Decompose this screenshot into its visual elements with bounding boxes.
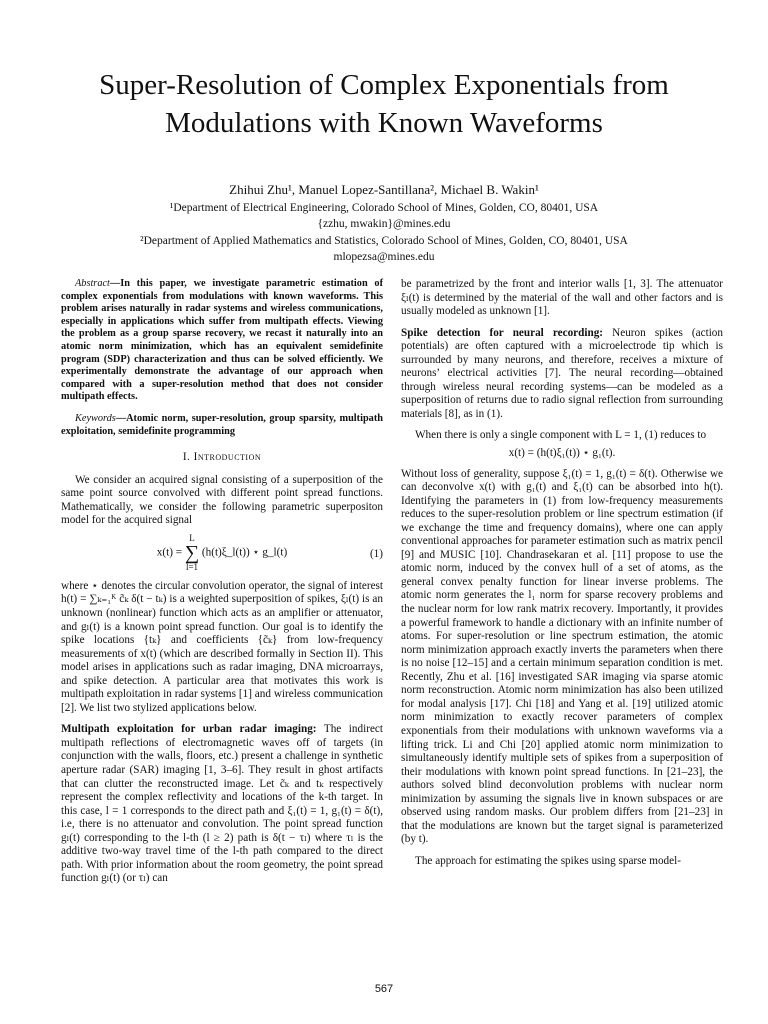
left-column	[61, 278, 383, 886]
right-paragraph-4: Without loss of generality, suppose ξ₁(t) = 1, g₁(t) = δ(t). Otherwise we can deconvolve x(t) with g₁(t) and ξ₁(t) can be absorbed into h(t). Identifying the parameters in (1) from low-frequency measurements reduces to the super-resolution problem or line spectrum estimation (if we exchange the time and frequency domains), where one can apply conventional approaches for parameter estimation such as matrix pencil [9] and MUSIC [10]. Chandrasekaran et al. [11] propose to use the atomic norm, induced by the convex hull of a set of atoms, as the general convex penalty function for linear inverse problems. The atomic norm generates the l₁ norm for sparse recovery problems and the nuclear norm for low rank matrix recovery. Importantly, it provides a powerful framework to handle a dictionary with an infinite number of atoms. For super-resolution or line spectrum estimation, the atomic norm minimization approach exactly inverts the parameters when there is no noise [12–15] and a certain minimum separation condition is met. Recently, Zhu et al. [16] investigated SAR imaging via sparse atomic norm reconstruction. Atomic norm minimization has also been utilized for modal analysis [17]. Chi [18] and Yang et al. [19] utilized atomic norm minimization to exactly recover parameters of complex exponentials from their modulations with unknown waveforms via a lifting trick. Li and Chi [20] applied atomic norm minimization to simultaneously identify multiple sets of spikes from a superposition of their modulations with known point spread functions. In [21–23], the authors solved blind deconvolution problems with nuclear norm minimization by assuming the signals live in known subspaces or are observed using random masks. Our problem differs from [21–23] in that the modulations are known but the target signal is parameterized (by t).	[401, 467, 723, 846]
author-list: Zhihui Zhu¹, Manuel Lopez-Santillana², Michael B. Wakin¹	[229, 182, 539, 197]
eq1-rhs: (h(t)ξ_l(t)) ⋆ g_l(t)	[201, 546, 288, 559]
equation-number-1: (1)	[369, 547, 383, 560]
affiliation-1: ¹Department of Electrical Engineering, Colorado School of Mines, Golden, CO, 80401, USA	[169, 202, 599, 214]
email-1: {zzhu, mwakin}@mines.edu	[317, 218, 451, 230]
intro-paragraph-2: where ⋆ denotes the circular convolution operator, the signal of interest h(t) = ∑ₖ₌₁ᴷ c̃ₖ δ(t − tₖ) is a weighted superposition of spikes, ξₗ(t) is an unknown (nonlinear) function which acts as an amplifier or attenuator, and gₗ(t) is a known point spread function. Our goal is to identify the spike locations {tₖ} and coefficients {c̃ₖ} from low-frequency measurements of x(t) (which are described formally in Section II). This model arises in applications such as radar imaging, DNA microarrays, and spike detection. A particular area that motivates this work is multipath exploitation in radar systems [1] and wireless communication [2]. We list two stylized applications below.	[61, 579, 383, 714]
abstract-label: Abstract	[75, 278, 110, 289]
sum-symbol: L ∑ l=1	[184, 532, 200, 572]
neural-heading: Spike detection for neural recording:	[401, 326, 604, 339]
equation-1	[61, 534, 383, 574]
neural-paragraph	[401, 327, 723, 422]
sum-lower: l=1	[185, 561, 199, 572]
abstract-text: —In this paper, we investigate parametric estimation of complex exponentials from modulations with known waveforms. This problem arises naturally in radar systems and wireless communications, especially in applications which suffer from multipath effects. Viewing the problem as a group sparse recovery, we recast it naturally into an atomic norm minimization, which has an equivalent semidefinite program (SDP) characterization and thus can be solved efficiently. We experimentally demonstrate the advantage of our approach when compared with a super-resolution method that does not consider multipath effects.	[61, 278, 383, 403]
section-title: Introduction	[193, 451, 262, 464]
right-column	[401, 278, 723, 868]
section-number: I.	[182, 451, 191, 464]
neural-text: Neuron spikes (action potentials) are often captured with a microelectrode tip which is surrounded by many neurons, and therefore, receives a mixture of neurons’ electrical activities [7]. The neural recording—obtained through wireless neural recording systems—can be modeled as a superposition of returns due to radio signal reflection from surrounding materials [8], as in (1).	[401, 326, 723, 420]
keywords-label: Keywords	[75, 412, 116, 424]
keywords-text: —Atomic norm, super-resolution, group sparsity, multipath exploitation, semidefinite programming	[61, 412, 383, 437]
keywords	[61, 413, 383, 438]
abstract	[61, 278, 383, 404]
multipath-heading: Multipath exploitation for urban radar imaging:	[61, 723, 317, 736]
multipath-paragraph	[61, 723, 383, 886]
multipath-text: The indirect multipath reflections of electromagnetic waves off of targets (in conjunction with the walls, floors, etc.) present a challenge in synthetic aperture radar (SAR) imaging [1, 3–6]. They result in ghost artifacts that can clutter the reconstructed image. Let c̃ₖ and tₖ respectively represent the complex reflectivity and locations of the k-th target. In this case, l = 1 corresponds to the direct path and ξ₁(t) = 1, g₁(t) = δ(t), i.e, there is no attenuator and convolution. The point spread function gₗ(t) corresponding to the l-th (l ≥ 2) path is δ(t − τₗ) where τₗ is the additive two-way travel time of the l-th path compared to the direct path. With prior information about the room geometry, the point spread function gₗ(t) (or τₗ) can	[61, 723, 383, 885]
affiliation-2: ²Department of Applied Mathematics and Statistics, Colorado School of Mines, Golden, CO, 80401, USA	[140, 235, 628, 247]
eq1-lhs: x(t) =	[156, 546, 183, 559]
page-number: 567	[374, 983, 394, 995]
sum-upper: L	[189, 532, 195, 543]
right-paragraph-1: be parametrized by the front and interior walls [1, 3]. The attenuator ξₗ(t) is determined by the material of the wall and other factors and is usually modeled as unknown [1].	[401, 278, 723, 318]
equation-2: x(t) = (h(t)ξ₁(t)) ⋆ g₁(t).	[508, 447, 616, 460]
intro-paragraph-1: We consider an acquired signal consisting of a superposition of the same point source convolved with different point spread functions. Mathematically, we consider the following parametric superpositon model for the acquired signal	[61, 473, 383, 527]
email-2: mlopezsa@mines.edu	[333, 251, 435, 263]
section-heading	[61, 451, 383, 465]
right-paragraph-3: When there is only a single component with L = 1, (1) reduces to	[415, 429, 707, 442]
paper-title: Super-Resolution of Complex Exponentials from Modulations with Known Waveforms	[99, 69, 669, 139]
right-paragraph-5: The approach for estimating the spikes using sparse model-	[415, 854, 681, 867]
